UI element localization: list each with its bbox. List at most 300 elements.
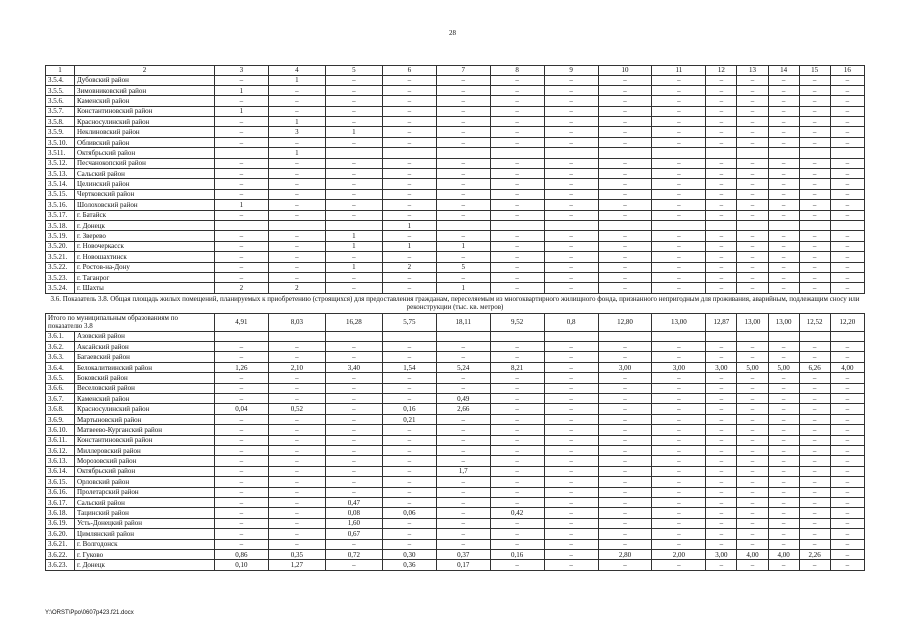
- value-cell: [768, 148, 799, 158]
- value-cell: –: [436, 508, 490, 518]
- value-cell: –: [706, 529, 737, 539]
- municipality-name: г. Донецк: [75, 560, 215, 570]
- value-cell: –: [768, 342, 799, 352]
- value-cell: –: [598, 456, 652, 466]
- value-cell: –: [598, 200, 652, 210]
- municipality-name: г. Шахты: [75, 283, 215, 293]
- value-cell: 5,00: [737, 362, 768, 372]
- table-row: [46, 220, 865, 230]
- value-cell: –: [737, 158, 768, 168]
- value-cell: –: [830, 414, 864, 424]
- table-row: [46, 560, 865, 570]
- value-cell: –: [544, 487, 598, 497]
- row-code: 3.5.8.: [46, 117, 75, 127]
- value-cell: –: [490, 560, 544, 570]
- value-cell: –: [436, 158, 490, 168]
- value-cell: –: [799, 487, 830, 497]
- total-value: 5,75: [382, 313, 436, 331]
- value-cell: –: [598, 137, 652, 147]
- value-cell: –: [325, 158, 382, 168]
- value-cell: –: [325, 425, 382, 435]
- value-cell: –: [544, 425, 598, 435]
- value-cell: –: [830, 477, 864, 487]
- value-cell: –: [652, 352, 706, 362]
- value-cell: –: [706, 518, 737, 528]
- value-cell: –: [490, 477, 544, 487]
- value-cell: –: [382, 137, 436, 147]
- value-cell: –: [490, 283, 544, 293]
- value-cell: –: [436, 456, 490, 466]
- table-row: [46, 352, 865, 362]
- value-cell: –: [490, 383, 544, 393]
- value-cell: –: [652, 373, 706, 383]
- value-cell: –: [830, 425, 864, 435]
- municipality-name: Веселовский район: [75, 383, 215, 393]
- value-cell: –: [737, 539, 768, 549]
- value-cell: –: [214, 342, 268, 352]
- value-cell: 0,52: [268, 404, 325, 414]
- column-number: 16: [830, 66, 864, 76]
- municipality-name: г. Новошахтинск: [75, 252, 215, 262]
- row-code: 3.5.22.: [46, 262, 75, 272]
- row-code: 3.5.20.: [46, 241, 75, 251]
- value-cell: –: [830, 75, 864, 85]
- value-cell: –: [325, 169, 382, 179]
- value-cell: –: [436, 85, 490, 95]
- value-cell: –: [325, 394, 382, 404]
- value-cell: –: [737, 169, 768, 179]
- value-cell: [325, 331, 382, 341]
- value-cell: [652, 331, 706, 341]
- value-cell: –: [382, 477, 436, 487]
- value-cell: –: [598, 231, 652, 241]
- value-cell: –: [214, 529, 268, 539]
- value-cell: –: [544, 466, 598, 476]
- value-cell: –: [737, 529, 768, 539]
- value-cell: –: [768, 373, 799, 383]
- value-cell: –: [768, 189, 799, 199]
- value-cell: –: [325, 252, 382, 262]
- value-cell: 2,10: [268, 362, 325, 372]
- value-cell: –: [737, 383, 768, 393]
- value-cell: –: [598, 394, 652, 404]
- value-cell: [544, 148, 598, 158]
- municipality-name: Обливский район: [75, 137, 215, 147]
- value-cell: –: [830, 127, 864, 137]
- value-cell: –: [768, 127, 799, 137]
- value-cell: –: [768, 96, 799, 106]
- value-cell: –: [214, 446, 268, 456]
- column-number: 6: [382, 66, 436, 76]
- value-cell: –: [325, 117, 382, 127]
- value-cell: –: [544, 518, 598, 528]
- value-cell: [799, 331, 830, 341]
- value-cell: –: [544, 252, 598, 262]
- municipality-name: Сальский район: [75, 497, 215, 507]
- value-cell: –: [830, 373, 864, 383]
- row-code: 3.511.: [46, 148, 75, 158]
- value-cell: 0,36: [382, 560, 436, 570]
- value-cell: –: [382, 456, 436, 466]
- value-cell: 2,00: [652, 549, 706, 559]
- value-cell: –: [737, 404, 768, 414]
- value-cell: –: [490, 518, 544, 528]
- total-label: Итого по муниципальным образованиям по показателю 3.8: [46, 313, 215, 331]
- value-cell: [706, 331, 737, 341]
- value-cell: –: [799, 117, 830, 127]
- value-cell: –: [490, 158, 544, 168]
- value-cell: [737, 220, 768, 230]
- value-cell: 0,17: [436, 560, 490, 570]
- value-cell: [325, 220, 382, 230]
- value-cell: –: [268, 342, 325, 352]
- table-row: [46, 106, 865, 116]
- value-cell: –: [490, 96, 544, 106]
- table-row: [46, 158, 865, 168]
- value-cell: –: [706, 283, 737, 293]
- value-cell: –: [768, 425, 799, 435]
- value-cell: –: [706, 466, 737, 476]
- value-cell: 0,47: [325, 497, 382, 507]
- row-code: 3.6.23.: [46, 560, 75, 570]
- value-cell: –: [598, 117, 652, 127]
- value-cell: –: [706, 497, 737, 507]
- table-row: [46, 529, 865, 539]
- value-cell: 0,49: [436, 394, 490, 404]
- value-cell: –: [768, 414, 799, 424]
- value-cell: –: [490, 252, 544, 262]
- value-cell: –: [799, 283, 830, 293]
- value-cell: 0,08: [325, 508, 382, 518]
- value-cell: –: [799, 456, 830, 466]
- value-cell: 2,80: [598, 549, 652, 559]
- value-cell: –: [490, 200, 544, 210]
- value-cell: –: [706, 189, 737, 199]
- municipality-name: Чертковский район: [75, 189, 215, 199]
- value-cell: –: [652, 137, 706, 147]
- value-cell: –: [490, 466, 544, 476]
- value-cell: –: [768, 252, 799, 262]
- value-cell: [706, 220, 737, 230]
- value-cell: –: [325, 342, 382, 352]
- total-value: 13,00: [768, 313, 799, 331]
- value-cell: –: [490, 497, 544, 507]
- value-cell: –: [382, 497, 436, 507]
- municipality-name: г. Зверево: [75, 231, 215, 241]
- value-cell: –: [799, 560, 830, 570]
- value-cell: –: [737, 466, 768, 476]
- value-cell: 3,00: [706, 549, 737, 559]
- value-cell: [214, 331, 268, 341]
- value-cell: –: [598, 383, 652, 393]
- value-cell: 1,54: [382, 362, 436, 372]
- value-cell: [325, 148, 382, 158]
- value-cell: –: [830, 352, 864, 362]
- value-cell: –: [490, 169, 544, 179]
- value-cell: –: [737, 127, 768, 137]
- value-cell: –: [799, 252, 830, 262]
- value-cell: –: [706, 456, 737, 466]
- value-cell: –: [544, 127, 598, 137]
- value-cell: –: [382, 210, 436, 220]
- value-cell: 0,30: [382, 549, 436, 559]
- value-cell: –: [830, 210, 864, 220]
- value-cell: –: [706, 508, 737, 518]
- value-cell: –: [830, 539, 864, 549]
- total-value: 12,20: [830, 313, 864, 331]
- value-cell: 1,26: [214, 362, 268, 372]
- value-cell: –: [382, 425, 436, 435]
- value-cell: –: [706, 262, 737, 272]
- value-cell: –: [268, 106, 325, 116]
- column-number: 1: [46, 66, 75, 76]
- value-cell: –: [799, 518, 830, 528]
- table-row: [46, 508, 865, 518]
- value-cell: –: [544, 342, 598, 352]
- value-cell: –: [214, 373, 268, 383]
- value-cell: –: [799, 373, 830, 383]
- value-cell: –: [652, 497, 706, 507]
- value-cell: [598, 148, 652, 158]
- value-cell: –: [652, 383, 706, 393]
- row-code: 3.6.12.: [46, 446, 75, 456]
- value-cell: –: [544, 456, 598, 466]
- value-cell: –: [768, 539, 799, 549]
- value-cell: –: [490, 241, 544, 251]
- value-cell: –: [490, 446, 544, 456]
- value-cell: –: [382, 342, 436, 352]
- value-cell: –: [598, 508, 652, 518]
- value-cell: –: [325, 477, 382, 487]
- value-cell: –: [436, 117, 490, 127]
- value-cell: –: [830, 342, 864, 352]
- row-code: 3.6.5.: [46, 373, 75, 383]
- value-cell: –: [598, 529, 652, 539]
- value-cell: –: [799, 414, 830, 424]
- value-cell: –: [737, 394, 768, 404]
- value-cell: –: [544, 373, 598, 383]
- value-cell: –: [652, 529, 706, 539]
- value-cell: –: [325, 75, 382, 85]
- value-cell: –: [268, 231, 325, 241]
- value-cell: 3,00: [652, 362, 706, 372]
- table-row: [46, 425, 865, 435]
- value-cell: –: [436, 96, 490, 106]
- value-cell: 0,06: [382, 508, 436, 518]
- municipality-name: Азовский район: [75, 331, 215, 341]
- value-cell: –: [706, 383, 737, 393]
- value-cell: –: [598, 497, 652, 507]
- value-cell: –: [490, 456, 544, 466]
- value-cell: –: [544, 158, 598, 168]
- value-cell: –: [768, 435, 799, 445]
- value-cell: –: [490, 262, 544, 272]
- value-cell: –: [544, 529, 598, 539]
- value-cell: –: [706, 446, 737, 456]
- value-cell: –: [214, 127, 268, 137]
- value-cell: –: [652, 200, 706, 210]
- value-cell: –: [737, 518, 768, 528]
- value-cell: –: [268, 352, 325, 362]
- value-cell: –: [768, 75, 799, 85]
- value-cell: –: [214, 435, 268, 445]
- value-cell: –: [382, 373, 436, 383]
- municipality-name: Шолоховский район: [75, 200, 215, 210]
- value-cell: –: [325, 414, 382, 424]
- value-cell: [706, 148, 737, 158]
- value-cell: –: [382, 96, 436, 106]
- row-code: 3.6.16.: [46, 487, 75, 497]
- value-cell: –: [544, 539, 598, 549]
- row-code: 3.6.10.: [46, 425, 75, 435]
- value-cell: –: [737, 497, 768, 507]
- value-cell: –: [768, 231, 799, 241]
- value-cell: –: [214, 262, 268, 272]
- value-cell: –: [830, 85, 864, 95]
- value-cell: –: [737, 189, 768, 199]
- row-code: 3.6.15.: [46, 477, 75, 487]
- value-cell: –: [706, 539, 737, 549]
- value-cell: –: [830, 117, 864, 127]
- row-code: 3.6.6.: [46, 383, 75, 393]
- value-cell: –: [737, 560, 768, 570]
- value-cell: –: [598, 518, 652, 528]
- value-cell: –: [706, 231, 737, 241]
- value-cell: 1: [214, 85, 268, 95]
- value-cell: –: [325, 106, 382, 116]
- value-cell: –: [544, 200, 598, 210]
- table-row: [46, 414, 865, 424]
- value-cell: –: [830, 549, 864, 559]
- row-code: 3.5.17.: [46, 210, 75, 220]
- table-row: [46, 262, 865, 272]
- value-cell: 1: [214, 200, 268, 210]
- table-row: [46, 435, 865, 445]
- table-row: [46, 477, 865, 487]
- value-cell: [436, 220, 490, 230]
- value-cell: –: [268, 169, 325, 179]
- municipality-name: Цимлянский район: [75, 529, 215, 539]
- municipality-name: Целинский район: [75, 179, 215, 189]
- value-cell: –: [830, 272, 864, 282]
- value-cell: –: [830, 262, 864, 272]
- value-cell: –: [382, 394, 436, 404]
- value-cell: –: [544, 362, 598, 372]
- value-cell: –: [268, 529, 325, 539]
- value-cell: –: [598, 106, 652, 116]
- value-cell: –: [598, 352, 652, 362]
- value-cell: –: [325, 96, 382, 106]
- value-cell: –: [436, 373, 490, 383]
- row-code: 3.6.2.: [46, 342, 75, 352]
- row-code: 3.5.6.: [46, 96, 75, 106]
- total-value: 12,87: [706, 313, 737, 331]
- row-code: 3.6.3.: [46, 352, 75, 362]
- value-cell: –: [490, 373, 544, 383]
- value-cell: –: [214, 189, 268, 199]
- value-cell: –: [268, 189, 325, 199]
- value-cell: –: [706, 106, 737, 116]
- value-cell: –: [544, 414, 598, 424]
- value-cell: [490, 331, 544, 341]
- municipality-name: Аксайский район: [75, 342, 215, 352]
- value-cell: –: [436, 477, 490, 487]
- value-cell: –: [799, 342, 830, 352]
- value-cell: –: [598, 487, 652, 497]
- value-cell: –: [214, 477, 268, 487]
- table-row: [46, 373, 865, 383]
- value-cell: –: [325, 272, 382, 282]
- value-cell: –: [768, 404, 799, 414]
- value-cell: –: [544, 210, 598, 220]
- row-code: 3.5.5.: [46, 85, 75, 95]
- column-number: 15: [799, 66, 830, 76]
- value-cell: –: [799, 241, 830, 251]
- value-cell: –: [268, 539, 325, 549]
- value-cell: –: [490, 487, 544, 497]
- value-cell: –: [737, 262, 768, 272]
- value-cell: –: [436, 231, 490, 241]
- value-cell: –: [652, 262, 706, 272]
- value-cell: 1,7: [436, 466, 490, 476]
- value-cell: –: [382, 446, 436, 456]
- value-cell: [382, 331, 436, 341]
- table-row: [46, 283, 865, 293]
- value-cell: –: [799, 169, 830, 179]
- value-cell: –: [325, 200, 382, 210]
- municipality-name: Пролетарский район: [75, 487, 215, 497]
- column-number: 4: [268, 66, 325, 76]
- value-cell: –: [214, 456, 268, 466]
- value-cell: –: [706, 352, 737, 362]
- value-cell: –: [737, 231, 768, 241]
- municipality-name: г. Ростов-на-Дону: [75, 262, 215, 272]
- value-cell: 0,16: [382, 404, 436, 414]
- table-row: [46, 137, 865, 147]
- value-cell: –: [799, 262, 830, 272]
- municipality-name: Белокалитвинский район: [75, 362, 215, 372]
- value-cell: –: [490, 210, 544, 220]
- value-cell: –: [799, 435, 830, 445]
- value-cell: –: [799, 508, 830, 518]
- value-cell: 3,00: [598, 362, 652, 372]
- municipality-name: Сальский район: [75, 169, 215, 179]
- table-row: [46, 456, 865, 466]
- value-cell: –: [830, 189, 864, 199]
- value-cell: –: [598, 435, 652, 445]
- value-cell: 1: [325, 127, 382, 137]
- value-cell: –: [544, 179, 598, 189]
- value-cell: –: [768, 456, 799, 466]
- row-code: 3.5.7.: [46, 106, 75, 116]
- value-cell: –: [768, 466, 799, 476]
- value-cell: –: [830, 96, 864, 106]
- value-cell: –: [652, 189, 706, 199]
- value-cell: –: [382, 158, 436, 168]
- row-code: 3.5.19.: [46, 231, 75, 241]
- table-row: [46, 342, 865, 352]
- column-number: 12: [706, 66, 737, 76]
- value-cell: –: [436, 383, 490, 393]
- value-cell: –: [544, 446, 598, 456]
- municipality-name: Каменский район: [75, 394, 215, 404]
- value-cell: –: [768, 560, 799, 570]
- value-cell: –: [214, 383, 268, 393]
- value-cell: 1: [436, 241, 490, 251]
- column-number: 10: [598, 66, 652, 76]
- value-cell: –: [799, 127, 830, 137]
- value-cell: 0,10: [214, 560, 268, 570]
